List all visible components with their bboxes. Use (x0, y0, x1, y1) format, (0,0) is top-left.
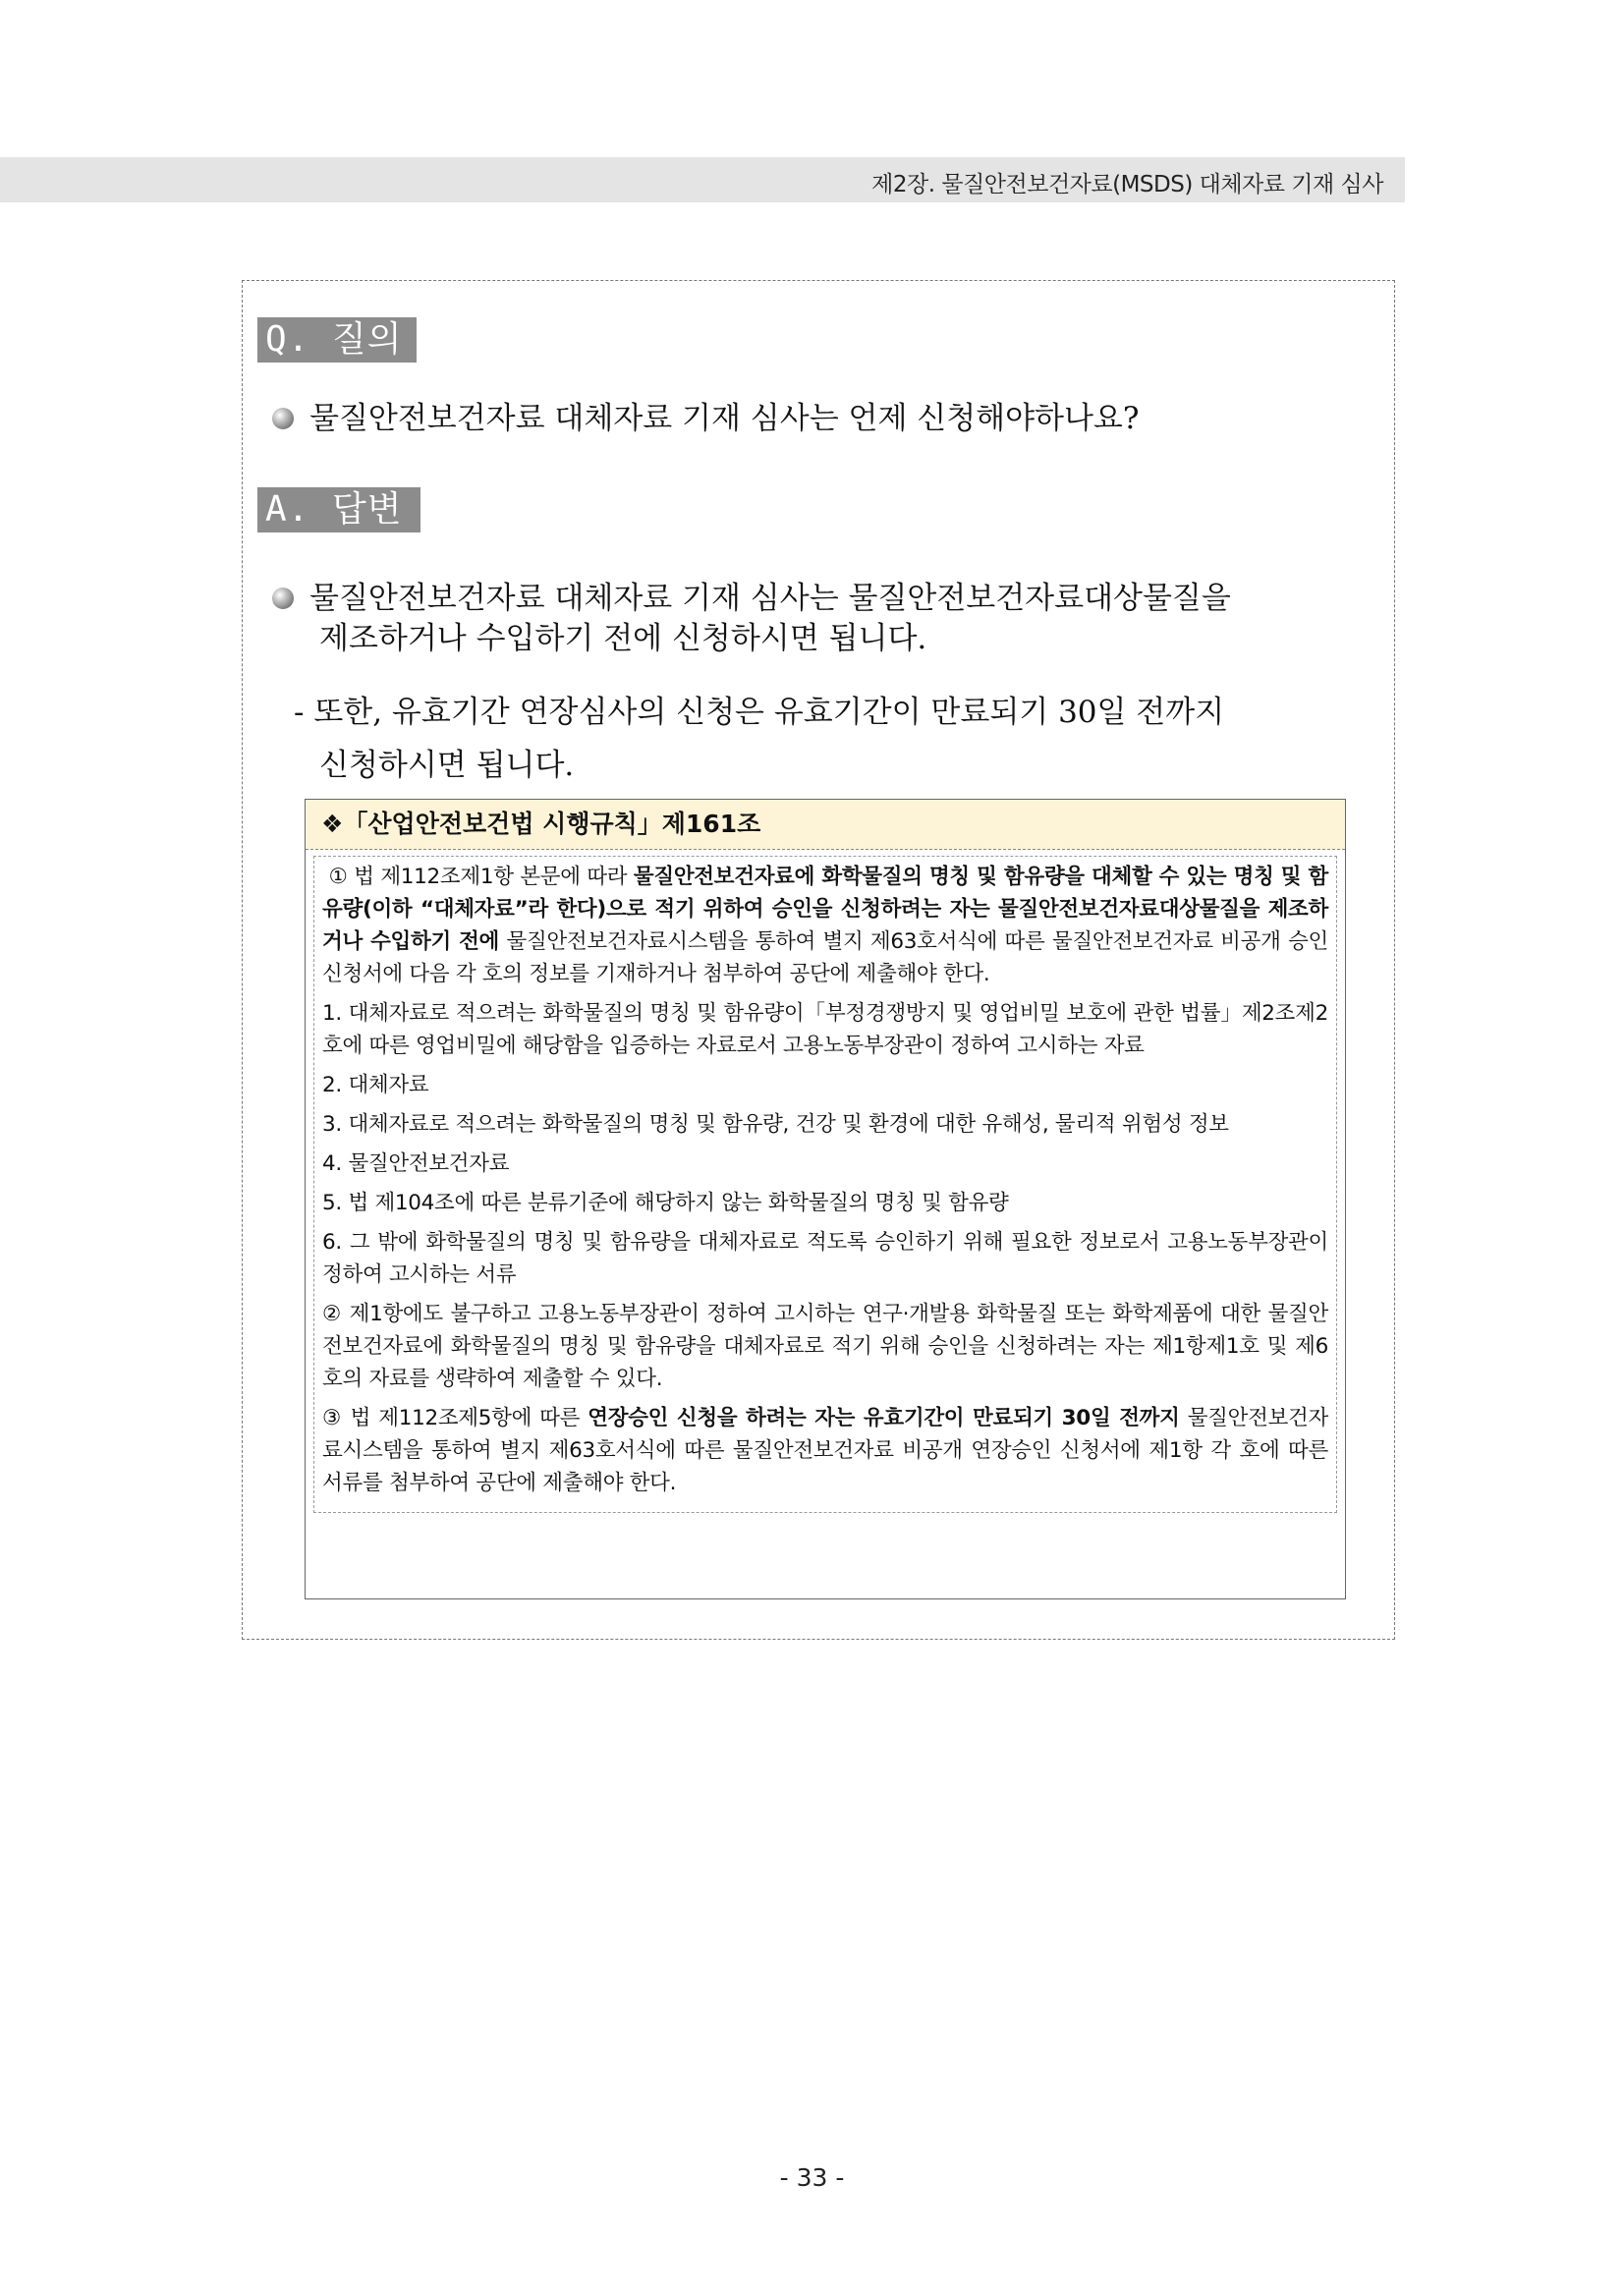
law-paragraph-2: ② 제1항에도 불구하고 고용노동부장관이 정하여 고시하는 연구·개발용 화학물질 또는 화학제품에 대한 물질안전보건자료에 화학물질의 명칭 및 함유량을 대체자료로 적기 위해 승인을 신청하려는 자는 제1항제1호 및 제6호의 자료를 생략하여 제출할 수 있다. (322, 1302, 1328, 1391)
law-p1-intro: ① 법 제112조제1항 본문에 따라 (328, 865, 634, 889)
answer-sub-line2: 신청하시면 됩니다. (319, 748, 575, 783)
law-citation-box (305, 799, 1346, 1599)
law-item-5: 5. 법 제104조에 따른 분류기준에 해당하지 않는 화학물질의 명칭 및 함유량 (322, 1191, 1009, 1215)
bullet-icon (272, 408, 294, 429)
law-p3-rest: 물질안전보건자료시스템을 통하여 별지 제63호서식에 따른 물질안전보건자료 비공개 연장승인 신청서에 제1항 각 호에 따른 서류를 첨부하여 공단에 제출해야 한다. (322, 1406, 1328, 1495)
law-item-2: 2. 대체자료 (322, 1073, 429, 1097)
law-body (313, 856, 1337, 1513)
law-item-1: 1. 대체자료로 적으려는 화학물질의 명칭 및 함유량이「부정경쟁방지 및 영업비밀 보호에 관한 법률」제2조제2호에 따른 영업비밀에 해당함을 입증하는 자료로서 고용노동부장관이 정하여 고시하는 자료 (322, 1001, 1328, 1058)
question-label: Q. 질의 (257, 317, 417, 363)
bullet-icon (272, 588, 294, 609)
law-p3-emphasis: 연장승인 신청을 하려는 자는 유효기간이 만료되기 30일 전까지 (588, 1406, 1180, 1430)
chapter-title: 제2장. 물질안전보건자료(MSDS) 대체자료 기재 심사 (871, 172, 1383, 197)
qa-box (242, 280, 1395, 1640)
law-p1-rest: 물질안전보건자료시스템을 통하여 별지 제63호서식에 따른 물질안전보건자료 비공개 승인신청서에 다음 각 호의 정보를 기재하거나 첨부하여 공단에 제출해야 한다. (322, 929, 1329, 986)
question-item (272, 393, 1139, 437)
answer-item (272, 573, 1231, 617)
page-number: - 33 - (779, 2163, 845, 2192)
answer-line1: 물질안전보건자료 대체자료 기재 심사는 물질안전보건자료대상물질을 (309, 581, 1231, 616)
law-item-3: 3. 대체자료로 적으려는 화학물질의 명칭 및 함유량, 건강 및 환경에 대한 유해성, 물리적 위험성 정보 (322, 1112, 1229, 1137)
question-text: 물질안전보건자료 대체자료 기재 심사는 언제 신청해야하나요? (309, 401, 1140, 436)
law-title: ❖「산업안전보건법 시행규칙」제161조 (306, 800, 1345, 850)
law-paragraph-1 (322, 861, 1328, 990)
answer-line2: 제조하거나 수입하기 전에 신청하시면 됩니다. (319, 621, 927, 656)
answer-sub-line1: - 또한, 유효기간 연장심사의 신청은 유효기간이 만료되기 30일 전까지 (294, 695, 1225, 730)
answer-label: A. 답변 (257, 487, 420, 532)
law-item-6: 6. 그 밖에 화학물질의 명칭 및 함유량을 대체자료로 적도록 승인하기 위해 필요한 정보로서 고용노동부장관이 정하여 고시하는 서류 (322, 1230, 1328, 1287)
law-p3-intro: ③ 법 제112조제5항에 따른 (322, 1406, 588, 1430)
chapter-header-bar (0, 157, 1405, 202)
law-p1-emphasis: 물질안전보건자료에 화학물질의 명칭 및 함유량을 대체할 수 있는 명칭 및 함유량(이하 “대체자료”라 한다)으로 적기 위하여 승인을 신청하려는 자는 물질안전보건자료대상물질을 제조하거나 수입하기 전에 (322, 865, 1328, 954)
law-paragraph-3 (322, 1402, 1328, 1499)
law-item-4: 4. 물질안전보건자료 (322, 1151, 510, 1176)
